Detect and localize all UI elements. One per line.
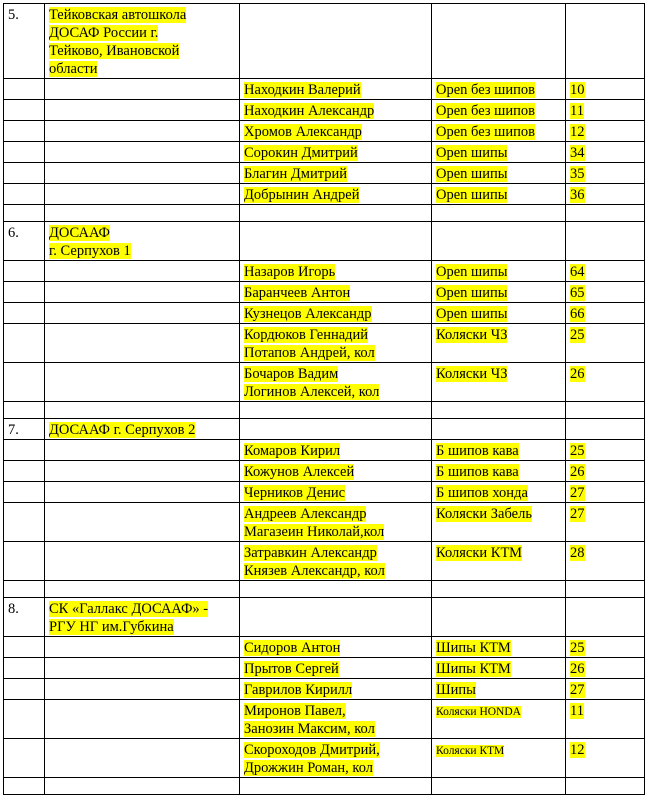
rider-name-line: Черников Денис [244,485,346,501]
rider-name [240,461,432,482]
empty-cell [566,222,645,261]
empty-cell [240,778,432,795]
race-class [432,261,566,282]
race-class-text: Б шипов кава [436,443,519,459]
empty-cell [240,419,432,440]
empty-cell [4,679,45,700]
rider-name-line-wrap [244,562,427,580]
start-number [566,679,645,700]
empty-cell [45,679,240,700]
empty-cell [45,778,240,795]
start-number [566,121,645,142]
race-class [432,658,566,679]
empty-cell [45,503,240,542]
rider-name-line: Кордюков Геннадий [244,327,369,343]
empty-cell [4,121,45,142]
race-class-text: Коляски КТМ [436,545,523,561]
participant-row [4,440,645,461]
club-name-line-wrap [49,421,235,439]
rider-name [240,679,432,700]
race-class-text: Шипы КТМ [436,640,511,656]
race-class-text: Коляски Забель [436,506,532,522]
rider-name [240,184,432,205]
start-number-text: 11 [570,703,584,719]
rider-name-line: Находкин Александр [244,103,375,119]
participant-row [4,261,645,282]
empty-cell [566,419,645,440]
start-number-text: 27 [570,682,585,698]
start-number [566,303,645,324]
club-name-line-wrap [49,224,235,242]
rider-name-line-wrap [244,484,427,502]
rider-name-line-wrap [244,660,427,678]
empty-cell [45,739,240,778]
empty-cell [45,658,240,679]
rider-name [240,637,432,658]
empty-cell [45,542,240,581]
empty-cell [4,658,45,679]
race-class-text: Б шипов хонда [436,485,528,501]
participant-row [4,363,645,402]
start-number-text: 28 [570,545,585,561]
empty-cell [4,402,45,419]
race-class-text: Коляски ЧЗ [436,327,508,343]
rider-name-line: Сидоров Антон [244,640,341,656]
empty-cell [45,205,240,222]
race-class [432,679,566,700]
start-number [566,324,645,363]
start-number-text: 27 [570,506,585,522]
race-class-text: Коляски КТМ [436,745,505,757]
rider-name [240,79,432,100]
empty-cell [45,142,240,163]
rider-name-line-wrap [244,759,427,777]
empty-cell [4,363,45,402]
rider-name-line-wrap [244,365,427,383]
race-class-text: Open без шипов [436,124,535,140]
rider-name [240,542,432,581]
club-name-line: ДОСААФ [49,225,110,241]
race-class-text: Шипы [436,682,476,698]
rider-name-line-wrap [244,165,427,183]
race-class-text: Open шипы [436,145,508,161]
club-name-line: Тейково, Ивановской [49,43,180,59]
start-number [566,658,645,679]
empty-cell [45,121,240,142]
empty-cell [432,222,566,261]
empty-cell [45,402,240,419]
race-class-text: Коляски HONDA [436,706,521,718]
rider-name [240,282,432,303]
empty-cell [45,637,240,658]
empty-cell [240,598,432,637]
empty-cell [45,261,240,282]
rider-name-line: Кожунов Алексей [244,464,355,480]
empty-cell [4,637,45,658]
race-class [432,482,566,503]
rider-name-line-wrap [244,681,427,699]
empty-cell [4,205,45,222]
club-name-line-wrap [49,600,235,618]
rider-name [240,303,432,324]
club-name-line: ДОСАФ России г. [49,25,159,41]
participant-row [4,184,645,205]
race-class [432,121,566,142]
participant-row [4,482,645,503]
empty-cell [566,205,645,222]
start-number-text: 36 [570,187,585,203]
participant-row [4,658,645,679]
empty-cell [4,542,45,581]
rider-name-line-wrap [244,144,427,162]
participant-row [4,324,645,363]
rider-name-line-wrap [244,123,427,141]
club-name-line-wrap [49,42,235,60]
empty-cell [45,440,240,461]
rider-name-line-wrap [244,720,427,738]
start-number-text: 26 [570,366,585,382]
empty-cell [432,205,566,222]
empty-cell [566,598,645,637]
race-class [432,440,566,461]
empty-cell [432,419,566,440]
empty-cell [4,303,45,324]
rider-name [240,363,432,402]
race-class-text: Open шипы [436,264,508,280]
start-number [566,163,645,184]
race-class-text: Коляски ЧЗ [436,366,508,382]
empty-cell [4,581,45,598]
rider-name [240,100,432,121]
empty-cell [45,282,240,303]
empty-cell [432,778,566,795]
race-class-text: Б шипов кава [436,464,519,480]
empty-cell [432,4,566,79]
race-class-text: Open шипы [436,166,508,182]
empty-cell [45,700,240,739]
start-number-text: 66 [570,306,585,322]
start-number-text: 25 [570,640,585,656]
empty-cell [4,503,45,542]
section-number: 6. [4,222,45,261]
participant-row [4,303,645,324]
start-number [566,542,645,581]
participant-row [4,542,645,581]
section-header-row [4,4,645,79]
rider-name [240,142,432,163]
empty-cell [45,100,240,121]
rider-name-line: Потапов Андрей, кол [244,345,375,361]
rider-name-line-wrap [244,523,427,541]
rider-name-line-wrap [244,544,427,562]
empty-cell [45,581,240,598]
rider-name-line: Магазеин Николай,кол [244,524,385,540]
start-number [566,739,645,778]
rider-name-line: Андреев Александр [244,506,367,522]
race-class [432,739,566,778]
race-class [432,700,566,739]
empty-cell [4,440,45,461]
participant-row [4,739,645,778]
club-name-line: РГУ НГ им.Губкина [49,619,174,635]
rider-name-line: Прытов Сергей [244,661,339,677]
empty-cell [45,363,240,402]
rider-name [240,658,432,679]
empty-cell [432,598,566,637]
club-name-line: области [49,61,98,77]
club-name-line: Тейковская автошкола [49,7,187,23]
empty-cell [4,700,45,739]
club-name [45,222,240,261]
race-class [432,461,566,482]
empty-cell [4,79,45,100]
rider-name-line-wrap [244,639,427,657]
club-name-line-wrap [49,24,235,42]
race-class [432,324,566,363]
club-name-line-wrap [49,6,235,24]
rider-name-line: Миронов Павел, [244,703,346,719]
club-name [45,598,240,637]
start-number-text: 35 [570,166,585,182]
start-number [566,482,645,503]
club-name [45,4,240,79]
rider-name [240,482,432,503]
empty-cell [45,482,240,503]
participants-table [3,3,645,795]
club-name-line: ДОСААФ г. Серпухов 2 [49,422,196,438]
empty-cell [4,261,45,282]
section-header-row [4,598,645,637]
rider-name-line-wrap [244,741,427,759]
empty-cell [4,100,45,121]
start-number-text: 27 [570,485,585,501]
rider-name-line-wrap [244,81,427,99]
rider-name-line: Бочаров Вадим [244,366,339,382]
section-number: 7. [4,419,45,440]
participant-row [4,79,645,100]
start-number [566,184,645,205]
rider-name-line-wrap [244,463,427,481]
rider-name-line: Затравкин Александр [244,545,377,561]
start-number-text: 12 [570,124,585,140]
rider-name-line: Добрынин Андрей [244,187,360,203]
participant-row [4,163,645,184]
empty-cell [240,581,432,598]
race-class-text: Open шипы [436,306,508,322]
empty-cell [45,461,240,482]
empty-cell [566,581,645,598]
rider-name-line: Скороходов Дмитрий, [244,742,380,758]
rider-name-line-wrap [244,263,427,281]
empty-cell [4,324,45,363]
start-number-text: 26 [570,661,585,677]
rider-name-line: Баранчеев Антон [244,285,351,301]
race-class [432,542,566,581]
race-class [432,282,566,303]
empty-cell [4,482,45,503]
empty-cell [4,739,45,778]
empty-cell [432,402,566,419]
race-class [432,163,566,184]
rider-name-line: Занозин Максим, кол [244,721,375,737]
spacer-row [4,402,645,419]
empty-cell [566,778,645,795]
club-name-line-wrap [49,618,235,636]
club-name-line-wrap [49,60,235,78]
empty-cell [432,581,566,598]
spacer-row [4,778,645,795]
rider-name [240,739,432,778]
empty-cell [45,303,240,324]
rider-name [240,700,432,739]
empty-cell [45,324,240,363]
rider-name [240,324,432,363]
empty-cell [566,402,645,419]
rider-name [240,503,432,542]
rider-name-line: Гаврилов Кирилл [244,682,353,698]
race-class [432,503,566,542]
race-class [432,303,566,324]
rider-name-line-wrap [244,102,427,120]
rider-name-line-wrap [244,702,427,720]
spacer-row [4,205,645,222]
rider-name-line: Логинов Алексей, кол [244,384,380,400]
start-number-text: 25 [570,327,585,343]
rider-name-line: Хромов Александр [244,124,362,140]
empty-cell [240,205,432,222]
section-header-row [4,419,645,440]
start-number [566,637,645,658]
empty-cell [45,184,240,205]
participant-row [4,282,645,303]
start-number [566,282,645,303]
start-number [566,503,645,542]
rider-name-line: Кузнецов Александр [244,306,372,322]
rider-name [240,440,432,461]
empty-cell [4,778,45,795]
empty-cell [4,461,45,482]
rider-name-line: Сорокин Дмитрий [244,145,358,161]
rider-name-line: Находкин Валерий [244,82,361,98]
participant-row [4,461,645,482]
race-class-text: Open шипы [436,285,508,301]
rider-name-line-wrap [244,383,427,401]
start-number-text: 10 [570,82,585,98]
start-number-text: 65 [570,285,585,301]
club-name-line-wrap [49,242,235,260]
rider-name-line-wrap [244,186,427,204]
empty-cell [45,163,240,184]
start-number [566,100,645,121]
rider-name-line: Князев Александр, кол [244,563,385,579]
empty-cell [4,184,45,205]
section-number: 8. [4,598,45,637]
rider-name-line-wrap [244,305,427,323]
empty-cell [45,79,240,100]
rider-name-line-wrap [244,344,427,362]
start-number-text: 64 [570,264,585,280]
start-number [566,440,645,461]
section-number: 5. [4,4,45,79]
start-number [566,79,645,100]
rider-name-line: Комаров Кирил [244,443,341,459]
start-number-text: 34 [570,145,585,161]
empty-cell [4,142,45,163]
race-class-text: Open шипы [436,187,508,203]
club-name-line: СК «Галлакс ДОСААФ» - [49,601,209,617]
participant-row [4,142,645,163]
empty-cell [240,222,432,261]
rider-name [240,121,432,142]
rider-name-line-wrap [244,284,427,302]
start-number [566,363,645,402]
empty-cell [566,4,645,79]
participant-row [4,637,645,658]
race-class [432,363,566,402]
start-number-text: 11 [570,103,584,119]
start-number-text: 25 [570,443,585,459]
participant-row [4,100,645,121]
club-name [45,419,240,440]
participant-row [4,700,645,739]
race-class-text: Шипы КТМ [436,661,511,677]
spacer-row [4,581,645,598]
race-class [432,184,566,205]
start-number [566,461,645,482]
rider-name [240,261,432,282]
participant-row [4,679,645,700]
rider-name-line-wrap [244,505,427,523]
rider-name-line: Дрожжин Роман, кол [244,760,374,776]
race-class [432,142,566,163]
empty-cell [4,163,45,184]
rider-name [240,163,432,184]
start-number-text: 26 [570,464,585,480]
empty-cell [4,282,45,303]
empty-cell [240,4,432,79]
race-class-text: Open без шипов [436,103,535,119]
start-number-text: 12 [570,742,585,758]
race-class [432,79,566,100]
race-class [432,100,566,121]
rider-name-line-wrap [244,326,427,344]
rider-name-line-wrap [244,442,427,460]
club-name-line: г. Серпухов 1 [49,243,131,259]
participant-row [4,503,645,542]
rider-name-line: Назаров Игорь [244,264,336,280]
empty-cell [240,402,432,419]
start-number [566,261,645,282]
rider-name-line: Благин Дмитрий [244,166,348,182]
section-header-row [4,222,645,261]
race-class-text: Open без шипов [436,82,535,98]
start-number [566,700,645,739]
start-number [566,142,645,163]
race-class [432,637,566,658]
participant-row [4,121,645,142]
